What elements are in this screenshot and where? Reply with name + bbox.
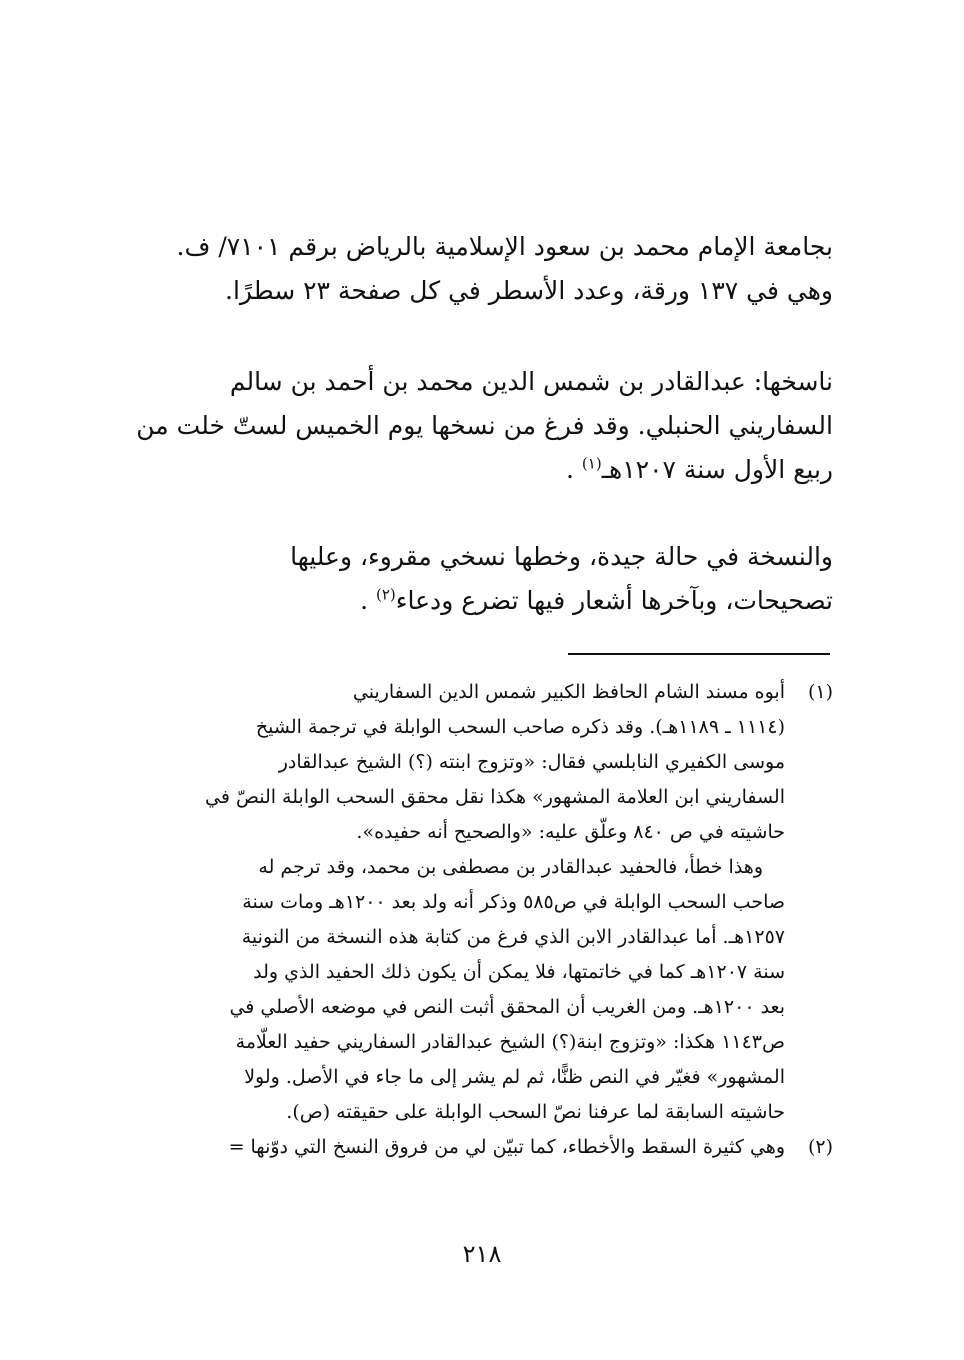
footnote-line: ص١١٤٣ هكذا: «وتزوج ابنة(؟) الشيخ عبدالقادر السفاريني حفيد العلّامة — [235, 1031, 785, 1053]
footnote-number: (١) — [807, 681, 833, 703]
footnote-number: (٢) — [807, 1136, 833, 1158]
text-line — [133, 579, 833, 623]
page-number: ٢١٨ — [462, 1240, 502, 1268]
paragraph-condition — [133, 535, 833, 623]
sentence-end: . — [360, 586, 369, 615]
footnote-1 — [133, 675, 833, 1130]
footnote-line: وهي كثيرة السقط والأخطاء، كما تبيّن لي من فروق النسخ التي دوّنها = — [228, 1136, 785, 1158]
text-line: السفاريني الحنبلي. وقد فرغ من نسخها يوم الخميس لستّ خلت من — [136, 411, 833, 440]
footnote-line: صاحب السحب الوابلة في ص٥٨٥ وذكر أنه ولد بعد ١٢٠٠هـ ومات سنة — [242, 891, 785, 913]
footnote-line: المشهور» فغيّر في النص ظنًّا، ثم لم يشر إلى ما جاء في الأصل. ولولا — [244, 1066, 785, 1088]
footnote-line: وهذا خطأ، فالحفيد عبدالقادر بن مصطفى بن محمد، وقد ترجم له — [258, 856, 763, 878]
text-line: والنسخة في حالة جيدة، وخطها نسخي مقروء، وعليها — [290, 542, 833, 571]
footnotes — [133, 675, 833, 1165]
text-line: بجامعة الإمام محمد بن سعود الإسلامية بالرياض برقم ٧١٠١/ ف. — [176, 232, 833, 261]
footnote-line: سنة ١٢٠٧هـ كما في خاتمتها، فلا يمكن أن يكون ذلك الحفيد الذي ولد — [253, 961, 785, 983]
footnote-line: السفاريني ابن العلامة المشهور» هكذا نقل محقق السحب الوابلة النصّ في — [204, 786, 785, 808]
text-segment: ربيع الأول سنة ١٢٠٧هـ — [601, 455, 833, 484]
footnote-2 — [133, 1130, 833, 1165]
footnote-line: (١١١٤ ـ ١١٨٩هـ). وقد ذكره صاحب السحب الوابلة في ترجمة الشيخ — [255, 716, 785, 738]
text-line: وهي في ١٣٧ ورقة، وعدد الأسطر في كل صفحة ٢٣ سطرًا. — [225, 276, 833, 305]
footnote-separator — [568, 653, 830, 655]
footnote-line: بعد ١٢٠٠هـ. ومن الغريب أن المحقق أثبت النص في موضعه الأصلي في — [229, 996, 785, 1018]
text-segment: تصحيحات، وبآخرها أشعار فيها تضرع ودعاء — [395, 586, 833, 615]
sentence-end: . — [566, 455, 574, 484]
footnote-line: موسى الكفيري النابلسي فقال: «وتزوج ابنته (؟) الشيخ عبدالقادر — [278, 751, 785, 773]
paragraph-manuscript-location — [133, 225, 833, 313]
text-line: ناسخها: عبدالقادر بن شمس الدين محمد بن أحمد بن سالم — [229, 367, 833, 396]
footnote-line: حاشيته السابقة لما عرفنا نصّ السحب الوابلة على حقيقته (ص). — [286, 1101, 785, 1123]
footnote-reference[interactable]: (١) — [581, 454, 602, 473]
footnote-line: ١٢٥٧هـ. أما عبدالقادر الابن الذي فرغ من كتابة هذه النسخة من النونية — [241, 926, 785, 948]
paragraph-copyist — [133, 360, 833, 492]
footnote-reference[interactable]: (٢) — [375, 585, 396, 604]
footnote-line: أبوه مسند الشام الحافظ الكبير شمس الدين السفاريني — [352, 681, 785, 703]
footnote-line: حاشيته في ص ٨٤٠ وعلّق عليه: «والصحيح أنه حفيده». — [356, 821, 785, 843]
text-line — [133, 448, 833, 492]
